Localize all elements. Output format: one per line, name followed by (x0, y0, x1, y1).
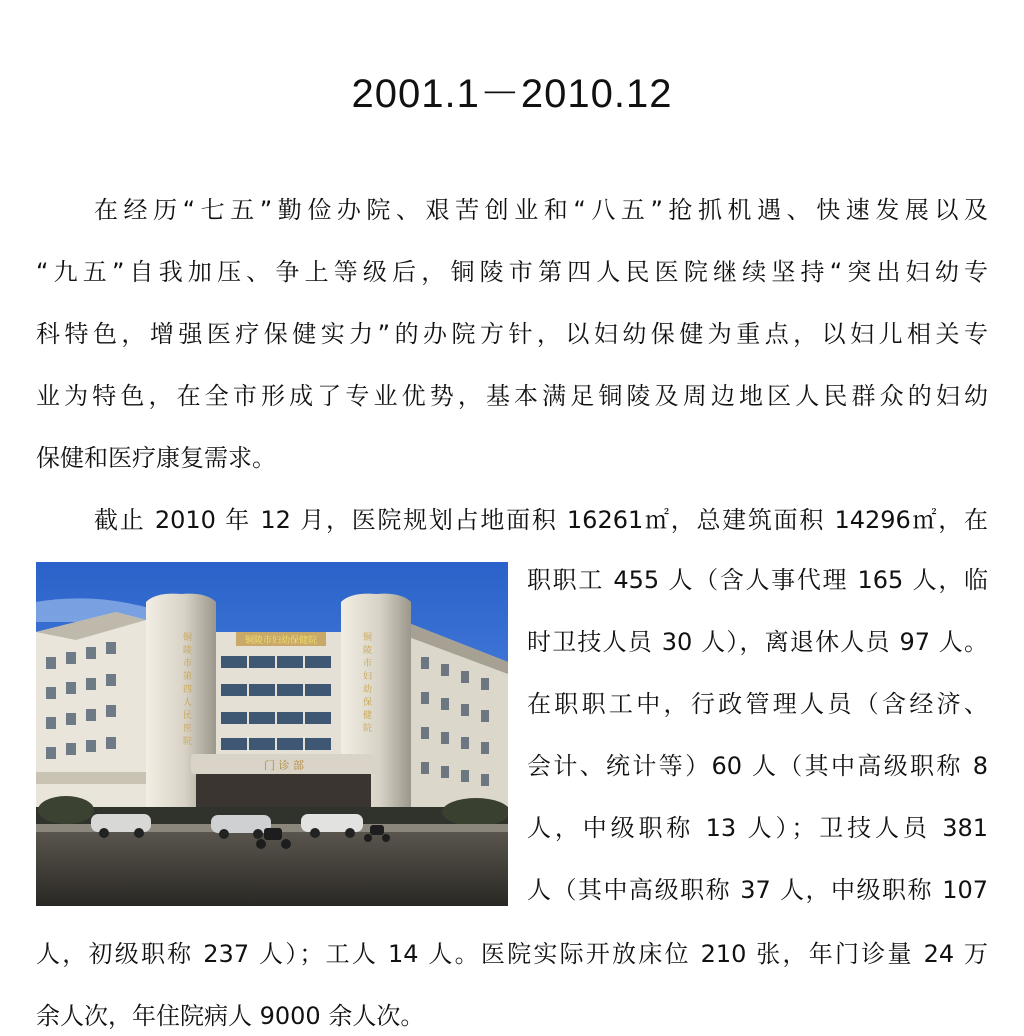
paragraph-line: 人，中级职称 13 人）；卫技人员 381 (527, 814, 988, 842)
paragraph-line: 保健和医疗康复需求。 (36, 444, 276, 472)
paragraph-line: “九五”自我加压、争上等级后，铜陵市第四人民医院继续坚持“突出妇幼专 (36, 258, 988, 286)
paragraph-line: 职职工 455 人（含人事代理 165 人，临 (527, 566, 988, 594)
paragraph-line: 科特色，增强医疗保健实力”的办院方针，以妇幼保健为重点，以妇儿相关专 (36, 320, 988, 348)
paragraph-line: 人（其中高级职称 37 人，中级职称 107 (527, 876, 988, 904)
paragraph-line: 业为特色，在全市形成了专业优势，基本满足铜陵及周边地区人民群众的妇幼 (36, 382, 988, 410)
building-sign: 铜陵市妇幼保健院 (244, 636, 318, 646)
paragraph-line: 在职职工中，行政管理人员（含经济、 (527, 690, 988, 718)
paragraph-line: 会计、统计等）60 人（其中高级职称 8 (527, 752, 988, 780)
paragraph-line: 余人次，年住院病人 9000 余人次。 (36, 1002, 425, 1030)
right-tower-text: 铜陵市妇幼保健院 (361, 632, 371, 736)
entrance-sign: 门 诊 部 (264, 759, 304, 772)
page-title: 2001.1－2010.12 (351, 72, 673, 116)
left-tower-text: 铜陵市第四人民医院 (181, 632, 191, 749)
hospital-building-photo (36, 562, 508, 906)
paragraph-line: 在经历“七五”勤俭办院、艰苦创业和“八五”抢抓机遇、快速发展以及 (94, 196, 988, 224)
paragraph-line: 人，初级职称 237 人）；工人 14 人。医院实际开放床位 210 张，年门诊量 24 万 (36, 940, 988, 968)
paragraph-line: 时卫技人员 30 人），离退休人员 97 人。 (527, 628, 988, 656)
paragraph-line: 截止 2010 年 12 月，医院规划占地面积 16261㎡，总建筑面积 14296㎡，在 (94, 506, 988, 534)
